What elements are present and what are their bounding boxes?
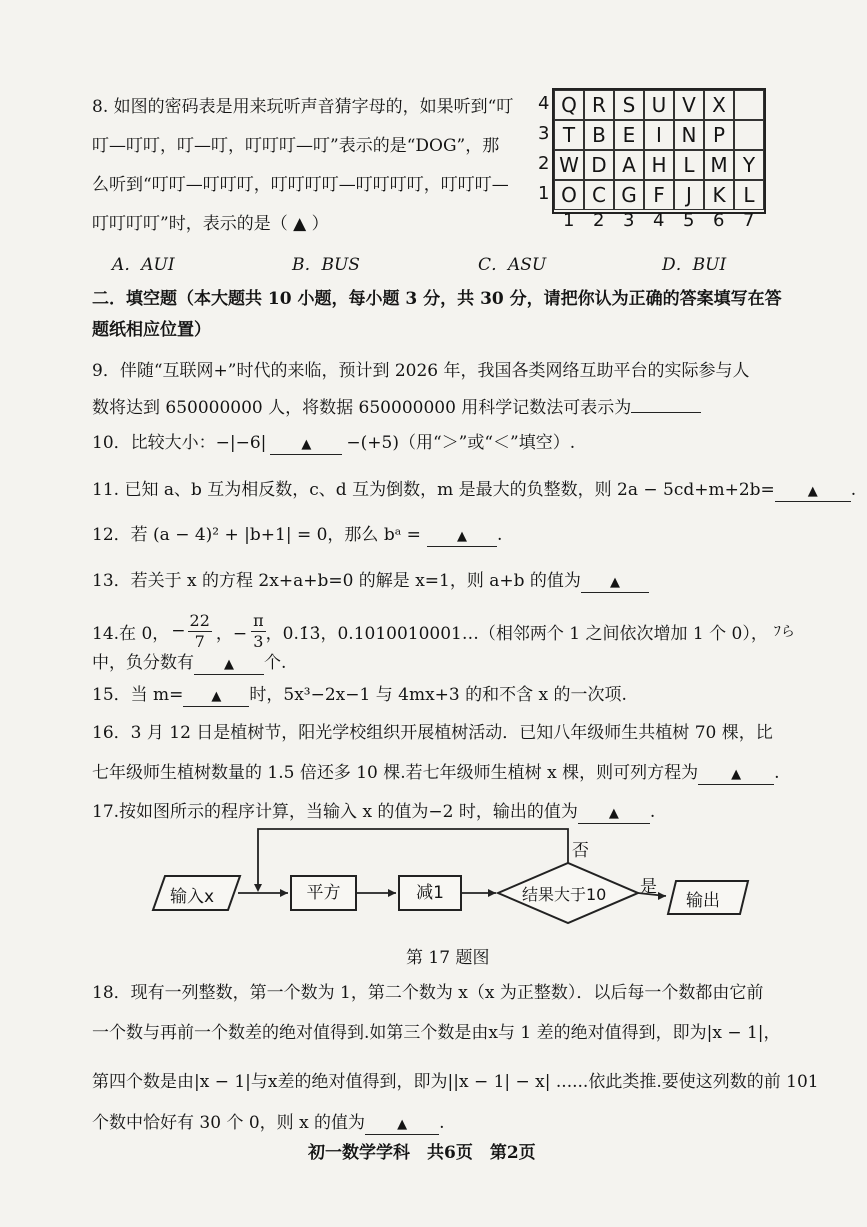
cipher-cell: M — [704, 150, 734, 180]
cipher-cell: B — [584, 120, 614, 150]
q14-tail: ﾌら — [773, 624, 795, 640]
cipher-cell: F — [644, 180, 674, 210]
flow-square-box: 平方 — [290, 875, 357, 911]
fraction-denominator: 3 — [253, 631, 264, 651]
row-number: 4 — [538, 93, 550, 114]
cipher-cell: I — [644, 120, 674, 150]
option-d: D．BUI — [662, 255, 727, 275]
row-number: 2 — [538, 153, 550, 174]
option-c: C．ASU — [478, 255, 547, 275]
cipher-cell: W — [554, 150, 584, 180]
cipher-cell: C — [584, 180, 614, 210]
q18-line2: 一个数与再前一个数差的绝对值得到.如第三个数是由x与 1 差的绝对值得到，即为|x − 1|， — [92, 1023, 781, 1043]
q8-line4: 叮叮叮叮”时，表示的是（ ▲ ） — [92, 214, 329, 234]
option-a: A．AUI — [112, 255, 175, 275]
answer-placeholder: ▲ — [456, 529, 467, 544]
q18-line3: 第四个数是由|x − 1|与x差的绝对值得到，即为||x − 1| − x| ......依此类推.要使这列数的前 101 — [92, 1072, 819, 1092]
q17-suffix: . — [649, 802, 656, 822]
cipher-cell: K — [704, 180, 734, 210]
q14-line2-suffix: 个. — [264, 653, 287, 673]
q16-line2-prefix: 七年级师生植树数量的 1.5 倍还多 10 棵.若七年级师生植树 x 棵，则可列方程为 — [92, 763, 699, 783]
cipher-cell: L — [734, 180, 764, 210]
option-b: B．BUS — [292, 255, 360, 275]
q18-line4-prefix: 个数中恰好有 30 个 0，则 x 的值为 — [92, 1113, 366, 1133]
cipher-cell: T — [554, 120, 584, 150]
q17-prefix: 17.按如图所示的程序计算，当输入 x 的值为−2 时，输出的值为 — [92, 802, 578, 822]
q11-suffix: . — [850, 480, 857, 500]
col-number: 2 — [593, 210, 605, 231]
flow-output-label: 输出 — [686, 891, 720, 911]
fraction-numerator: 22 — [189, 610, 210, 630]
cipher-cell: J — [674, 180, 704, 210]
answer-blank[interactable] — [365, 1114, 439, 1135]
cipher-cell: A — [614, 150, 644, 180]
q9-line1: 9．伴随“互联网+”时代的来临，预计到 2026 年，我国各类网络互助平台的实际参与人 — [92, 361, 750, 381]
answer-placeholder: ▲ — [609, 575, 620, 590]
fraction-denominator: 7 — [194, 631, 205, 651]
answer-placeholder: ▲ — [211, 689, 222, 704]
col-number: 1 — [563, 210, 575, 231]
answer-placeholder: ▲ — [608, 806, 619, 821]
col-number: 5 — [683, 210, 695, 231]
answer-placeholder: ▲ — [301, 437, 312, 452]
q11-prefix: 11. 已知 a、b 互为相反数，c、d 互为倒数，m 是最大的负整数，则 2a − 5cd+m+2b= — [92, 480, 775, 500]
q12-prefix: 12．若 (a − 4)² + |b+1| = 0，那么 bᵃ = — [92, 525, 421, 545]
q16-line1: 16．3 月 12 日是植树节，阳光学校组织开展植树活动．已知八年级师生共植树 70 棵，比 — [92, 723, 773, 743]
answer-placeholder: ▲ — [224, 657, 234, 672]
q12-suffix: . — [496, 525, 503, 545]
cipher-cell: G — [614, 180, 644, 210]
answer-placeholder: ▲ — [397, 1117, 408, 1132]
col-number: 4 — [653, 210, 665, 231]
cipher-cell: E — [614, 120, 644, 150]
flow-minus1-box: 减1 — [398, 875, 462, 911]
q15-prefix: 15．当 m= — [92, 685, 184, 705]
answer-placeholder: ▲ — [731, 767, 742, 782]
q18-line1: 18．现有一列整数，第一个数为 1，第二个数为 x（x 为正整数）．以后每一个数都由它前 — [92, 983, 764, 1003]
col-number: 3 — [623, 210, 635, 231]
flow-yes-label: 是 — [640, 877, 657, 897]
q18-line4 — [92, 1108, 444, 1135]
cipher-cell: S — [614, 90, 644, 120]
fraction-numerator: π — [253, 610, 264, 630]
q14-line1: 14.在 0， − $\frac{22}{7}$ ，− $\frac{\pi}{3}$ ，0.1̇3̇，0.1010010001…（相邻两个 1 之间依次增加 1 个 0）， ﾌら — [92, 610, 795, 651]
flow-no-label: 否 — [572, 841, 589, 861]
q18-line4-suffix: . — [439, 1113, 445, 1133]
q9-text: 数将达到 650000000 人，将数据 650000000 用科学记数法可表示为 — [92, 398, 632, 418]
q16-line2-suffix: . — [774, 763, 780, 783]
cipher-cell: U — [644, 90, 674, 120]
q14-prefix: 14.在 0， — [92, 623, 170, 644]
cipher-cell: O — [554, 180, 584, 210]
flow-decision-label: 结果大于10 — [522, 885, 607, 904]
cipher-cell: H — [644, 150, 674, 180]
cipher-cell: X — [704, 90, 734, 120]
q13-prefix: 13．若关于 x 的方程 2x+a+b=0 的解是 x=1，则 a+b 的值为 — [92, 571, 581, 591]
cipher-cell: Q — [554, 90, 584, 120]
section2-heading-cont: 题纸相应位置） — [92, 320, 211, 340]
section2-heading: 二．填空题（本大题共 10 小题，每小题 3 分，共 30 分，请把你认为正确的答案填写在答 — [92, 289, 782, 309]
q14-rest: ，0.1̇3̇，0.1010010001…（相邻两个 1 之间依次增加 1 个 0）， — [265, 623, 768, 644]
figure-caption: 第 17 题图 — [406, 948, 490, 968]
row-number: 3 — [538, 123, 550, 144]
row-number: 1 — [538, 183, 550, 204]
q14-line2-prefix: 中，负分数有 — [92, 653, 194, 673]
cipher-cell: D — [584, 150, 614, 180]
q8-line2: 叮—叮叮，叮—叮，叮叮叮—叮”表示的是“DOG”，那 — [92, 136, 500, 156]
cipher-cell: P — [704, 120, 734, 150]
cipher-cell: N — [674, 120, 704, 150]
q15-suffix: 时，5x³−2x−1 与 4mx+3 的和不含 x 的一次项. — [249, 685, 627, 705]
cipher-cell: Y — [734, 150, 764, 180]
flow-input-label: 输入x — [170, 887, 215, 907]
q8-line3: 么听到“叮叮—叮叮叮，叮叮叮叮—叮叮叮叮，叮叮叮— — [92, 175, 509, 195]
cipher-cell: R — [584, 90, 614, 120]
col-number: 7 — [743, 210, 755, 231]
q8-line1: 8. 如图的密码表是用来玩听声音猜字母的，如果听到“叮 — [92, 97, 514, 117]
col-number: 6 — [713, 210, 725, 231]
cipher-cell: L — [674, 150, 704, 180]
answer-placeholder: ▲ — [807, 484, 818, 499]
page-footer: 初一数学学科 共6页 第2页 — [308, 1143, 536, 1163]
q10-suffix: −(+5)（用“＞”或“＜”填空）. — [346, 433, 576, 453]
cipher-cell: V — [674, 90, 704, 120]
q10-prefix: 10．比较大小：−|−6| — [92, 433, 267, 453]
